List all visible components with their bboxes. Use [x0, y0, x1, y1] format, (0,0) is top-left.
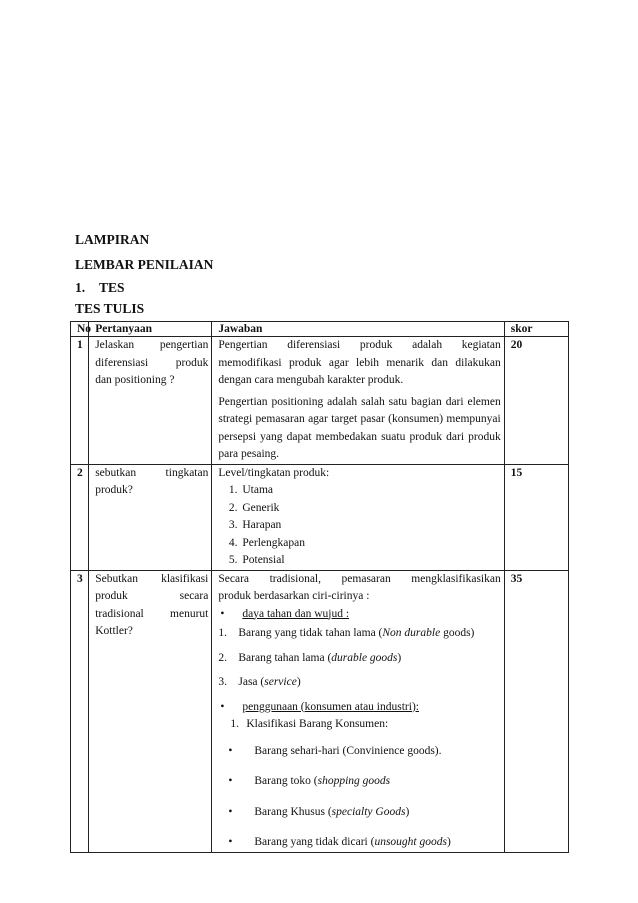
- item-text: Barang sehari-hari (Convinience goods).: [254, 744, 442, 757]
- table-row: [71, 337, 569, 465]
- bullet-icon: •: [228, 744, 233, 757]
- item-text: Barang yang tidak tahan lama (Non durable goods): [238, 627, 475, 639]
- row-number: 2: [71, 464, 89, 570]
- table-row: [71, 570, 569, 852]
- score-cell: 20: [504, 337, 568, 465]
- answer-text: memodifikasi produk agar lebih menarik dan dilakukan dengan cara mengubah karakter produk.: [218, 356, 501, 386]
- question-line: Jelaskan pengertian: [95, 339, 209, 351]
- question-line: Sebutkan klasifikasi: [95, 572, 209, 585]
- numbered-item: [218, 674, 500, 692]
- bullet-icon: •: [220, 700, 225, 713]
- header-no: No: [71, 322, 89, 337]
- sub-numbered-item: [218, 716, 500, 734]
- table-header-row: [71, 322, 569, 337]
- item-number: 1.: [218, 627, 227, 639]
- answer-cell: [212, 570, 504, 852]
- bullet-item: [218, 699, 500, 717]
- list-item: 4. Perlengkapan: [240, 535, 500, 553]
- answer-cell: [212, 337, 504, 465]
- question-line: produk secara: [95, 590, 209, 602]
- answer-line: Secara tradisional, pemasaran mengklasifikasikan: [218, 572, 501, 585]
- answer-line: produk berdasarkan ciri-cirinya :: [218, 590, 370, 602]
- heading-lampiran: LAMPIRAN: [75, 232, 150, 247]
- heading-tes-number: 1.: [75, 280, 86, 295]
- numbered-item: [218, 650, 500, 668]
- item-text: Barang toko (shopping goods: [254, 775, 391, 787]
- question-line: Kottler?: [95, 625, 133, 637]
- row-number: 1: [71, 337, 89, 465]
- item-text: Barang yang tidak dicari (unsought goods): [254, 836, 451, 848]
- score-cell: 15: [504, 464, 568, 570]
- item-number: 3.: [218, 676, 227, 688]
- item-number: 1.: [230, 718, 239, 730]
- item-text: Barang tahan lama (durable goods): [238, 651, 402, 664]
- question-cell: [89, 570, 212, 852]
- answer-text: Pengertian positioning adalah salah satu bagian dari elemen strategi pemasaran agar target pasar (konsumen) mempunyai persepsi yang dapat membedakan suatu produk dari produk para pesaing.: [218, 395, 501, 460]
- bullet-icon: •: [228, 805, 233, 818]
- row-number: 3: [71, 570, 89, 852]
- header-skor: skor: [504, 322, 568, 337]
- answer-intro: Level/tingkatan produk:: [218, 466, 330, 479]
- table-row: [71, 464, 569, 570]
- bullet-text: penggunaan (konsumen atau industri):: [242, 700, 419, 713]
- item-text: Klasifikasi Barang Konsumen:: [246, 718, 389, 730]
- heading-tes: [75, 280, 125, 296]
- sub-bullet-item: [218, 804, 500, 822]
- question-cell: [89, 337, 212, 465]
- bullet-item: [218, 606, 500, 624]
- question-line: dan positioning ?: [95, 374, 175, 386]
- question-line: produk?: [95, 484, 133, 496]
- question-line: diferensiasi produk: [95, 356, 209, 369]
- answer-cell: [212, 464, 504, 570]
- heading-lembar-penilaian: LEMBAR PENILAIAN: [75, 257, 214, 272]
- item-number: 2.: [218, 651, 227, 664]
- question-line: tradisional menurut: [95, 607, 209, 620]
- list-item: 3. Harapan: [240, 517, 500, 535]
- list-item: 2. Generik: [240, 500, 500, 518]
- bullet-icon: •: [220, 607, 225, 620]
- bullet-icon: •: [228, 836, 233, 848]
- assessment-table: [70, 321, 569, 853]
- item-text: Barang Khusus (specialty Goods): [254, 805, 410, 818]
- item-text: Jasa (service): [238, 676, 301, 688]
- sub-bullet-item: [218, 773, 500, 791]
- bullet-icon: •: [228, 775, 233, 787]
- sub-bullet-item: [218, 834, 500, 852]
- sub-bullet-item: [218, 743, 500, 761]
- header-pertanyaan: Pertanyaan: [89, 322, 212, 337]
- question-cell: [89, 464, 212, 570]
- heading-tes-label: TES: [99, 280, 125, 295]
- answer-line: Pengertian diferensiasi produk adalah kegiatan: [218, 339, 501, 351]
- list-item: 1. Utama: [240, 482, 500, 500]
- header-jawaban: Jawaban: [212, 322, 504, 337]
- list-item: 5. Potensial: [240, 552, 500, 570]
- levels-list: [218, 482, 500, 570]
- bullet-text: daya tahan dan wujud :: [242, 607, 350, 620]
- numbered-item: [218, 625, 500, 643]
- heading-tes-tulis: TES TULIS: [75, 301, 145, 316]
- question-line: sebutkan tingkatan: [95, 466, 209, 479]
- score-cell: 35: [504, 570, 568, 852]
